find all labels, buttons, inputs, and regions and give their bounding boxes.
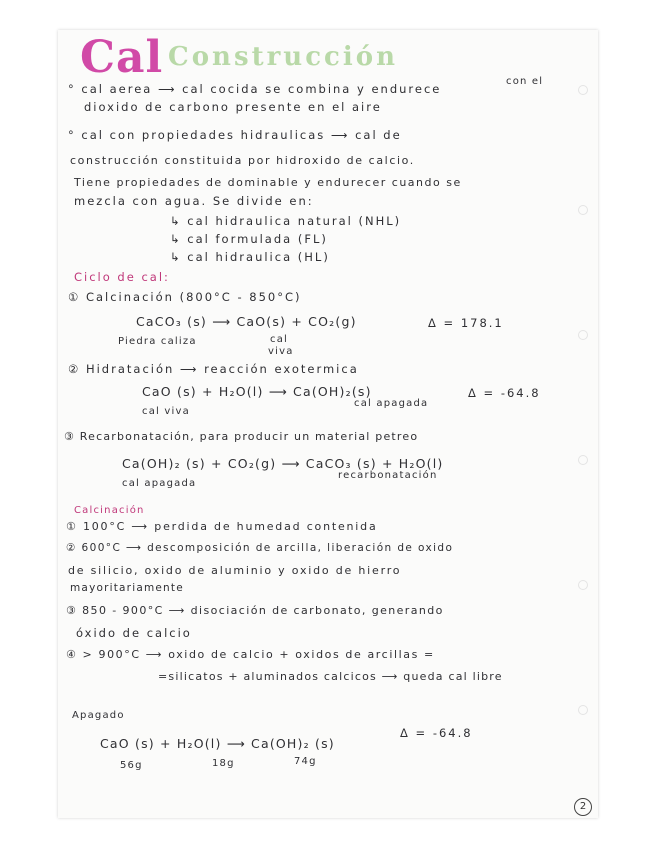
cal-type-item: ↳ cal formulada (FL) [170,232,328,246]
calcination-stage: óxido de calcio [76,626,192,640]
title-decoration: Construcción [168,42,398,72]
step-title: ② Hidratación ⟶ reacción exotermica [68,362,359,376]
intro-line: ° cal con propiedades hidraulicas ⟶ cal de [68,128,402,142]
enthalpy-value: Δ = -64.8 [468,386,541,400]
step-title: ③ Recarbonatación, para producir un material petreo [64,430,419,443]
cal-type-item: ↳ cal hidraulica (HL) [170,250,330,264]
equation-label: Piedra caliza [118,336,197,347]
molar-mass: 18g [212,758,235,769]
binder-ring [578,455,588,465]
intro-line: construcción constituida por hidroxido de calcio. [70,154,415,167]
equation-label: cal apagada [354,398,429,409]
equation-label: cal [270,334,289,345]
section-heading: Ciclo de cal: [74,270,170,284]
section-heading: Apagado [72,710,125,721]
step-title: ① Calcinación (800°C - 850°C) [68,290,302,304]
intro-line: ° cal aerea ⟶ cal cocida se combina y endurece [68,82,442,96]
enthalpy-value: Δ = 178.1 [428,316,504,330]
intro-line: dioxido de carbono presente en el aire [84,100,382,114]
binder-ring [578,85,588,95]
calcination-stage: ② 600°C ⟶ descomposición de arcilla, liberación de oxido [66,542,454,554]
calcination-stage: ④ > 900°C ⟶ oxido de calcio + oxidos de arcillas = [66,648,435,661]
binder-ring [578,205,588,215]
equation-label: cal viva [142,406,190,417]
molar-mass: 56g [120,760,143,771]
equation-label: cal apagada [122,478,197,489]
intro-line: Tiene propiedades de dominable y endurecer cuando se [74,176,462,189]
intro-line: mezcla con agua. Se divide en: [74,194,314,208]
page-title: Cal [80,32,164,83]
molar-mass: 74g [294,756,317,767]
binder-ring [578,705,588,715]
chemical-equation: CaO (s) + H₂O(l) ⟶ Ca(OH)₂ (s) [100,736,335,751]
intro-line: con el [506,76,544,87]
calcination-stage: ① 100°C ⟶ perdida de humedad contenida [66,520,378,533]
enthalpy-value: Δ = -64.8 [400,726,473,740]
calcination-stage: mayoritariamente [70,582,184,594]
binder-ring [578,580,588,590]
binder-ring [578,330,588,340]
section-heading: Calcinación [74,505,145,516]
chemical-equation: CaO (s) + H₂O(l) ⟶ Ca(OH)₂(s) [142,384,372,399]
page-number: 2 [574,798,592,816]
chemical-equation: CaCO₃ (s) ⟶ CaO(s) + CO₂(g) [136,314,357,329]
calcination-stage: =silicatos + aluminados calcicos ⟶ queda cal libre [158,670,503,683]
equation-label: viva [268,346,294,357]
equation-label: recarbonatación [338,470,438,481]
notebook-page [58,30,598,818]
cal-type-item: ↳ cal hidraulica natural (NHL) [170,214,402,228]
chemical-equation: Ca(OH)₂ (s) + CO₂(g) ⟶ CaCO₃ (s) + H₂O(l) [122,456,444,471]
calcination-stage: de silicio, oxido de aluminio y oxido de hierro [68,564,402,577]
calcination-stage: ③ 850 - 900°C ⟶ disociación de carbonato, generando [66,604,444,617]
